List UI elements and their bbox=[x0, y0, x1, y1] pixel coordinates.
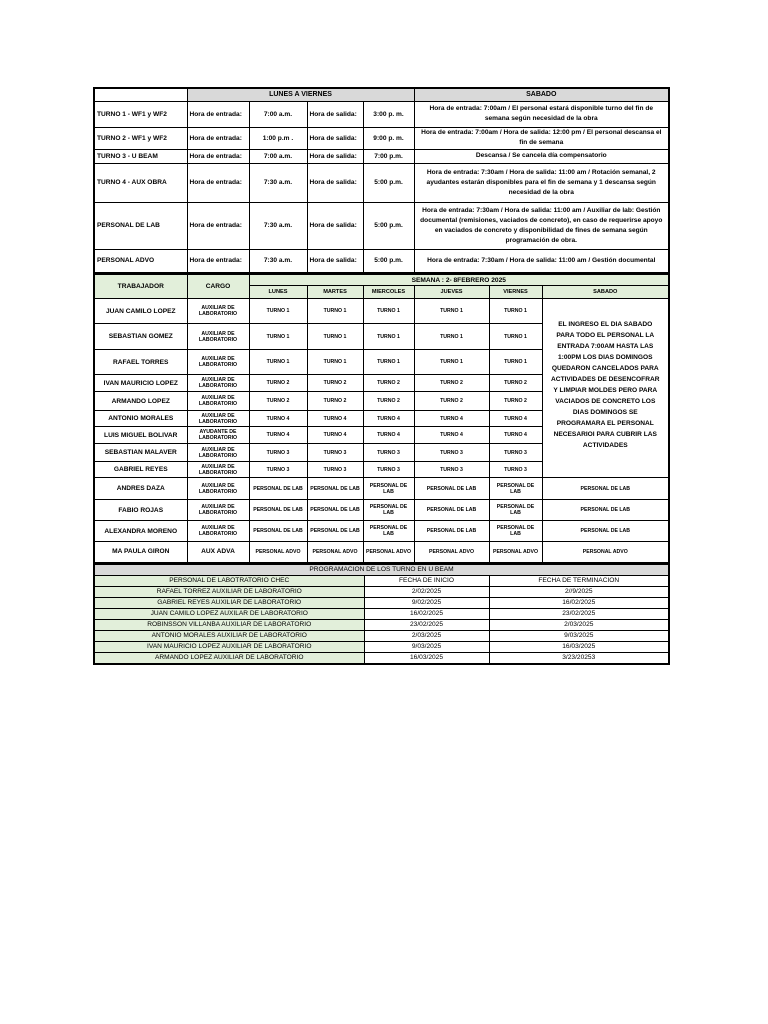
programming-end-date: 2//9/2025 bbox=[489, 586, 669, 597]
programming-end-date: 16/03/2025 bbox=[489, 641, 669, 652]
shift-assignment: PERSONAL DE LAB bbox=[307, 478, 363, 500]
shift-assignment: TURNO 4 bbox=[249, 427, 307, 444]
programming-row bbox=[94, 652, 669, 664]
shift-assignment: TURNO 1 bbox=[363, 350, 414, 375]
day-header-viernes: VIERNES bbox=[489, 286, 542, 299]
shift-row bbox=[94, 101, 669, 127]
programming-personal: RAFAEL TORREZ AUXILIAR DE LABORATORIO bbox=[94, 586, 364, 597]
saturday-schedule: Hora de entrada: 7:00am / Hora de salida: 12:00 pm / El personal descansa el fin de semana bbox=[414, 127, 669, 149]
shift-assignment: TURNO 2 bbox=[249, 392, 307, 411]
entry-label: Hora de entrada: bbox=[187, 249, 249, 273]
exit-time: 7:00 p.m. bbox=[363, 149, 414, 163]
worker-cargo: AUXILIAR DE LABORATORIO bbox=[187, 375, 249, 392]
entry-label: Hora de entrada: bbox=[187, 149, 249, 163]
weekly-assignment-table bbox=[93, 274, 670, 564]
day-header-lunes: LUNES bbox=[249, 286, 307, 299]
shift-assignment: TURNO 2 bbox=[414, 375, 489, 392]
programming-row bbox=[94, 630, 669, 641]
shift-assignment: PERSONAL DE LAB bbox=[307, 500, 363, 521]
shift-assignment: TURNO 1 bbox=[489, 324, 542, 350]
worker-cargo: AUXILIAR DE LABORATORIO bbox=[187, 411, 249, 427]
programming-end-date: 23/02/2025 bbox=[489, 608, 669, 619]
saturday-schedule: Hora de entrada: 7:30am / Hora de salida: 11:00 am / Auxiliar de lab: Gestión documental (remisiones, vaciados de concreto), en caso de requerirse apoyo en vaciados de concreto y disponibilidad de fines de semana según programación de obra. bbox=[414, 202, 669, 249]
exit-time: 3:00 p. m. bbox=[363, 101, 414, 127]
shift-assignment: TURNO 3 bbox=[489, 462, 542, 478]
entry-time: 1:00 p.m . bbox=[249, 127, 307, 149]
programming-end-date: 3/23/20253 bbox=[489, 652, 669, 664]
worker-row bbox=[94, 299, 669, 324]
shift-name: PERSONAL ADVO bbox=[94, 249, 187, 273]
shift-assignment: TURNO 1 bbox=[489, 350, 542, 375]
entry-time: 7:30 a.m. bbox=[249, 249, 307, 273]
worker-cargo: AUXILIAR DE LABORATORIO bbox=[187, 500, 249, 521]
shift-assignment: TURNO 4 bbox=[414, 427, 489, 444]
worker-name: SEBASTIAN MALAVER bbox=[94, 444, 187, 462]
day-header-martes: MARTES bbox=[307, 286, 363, 299]
programming-row bbox=[94, 641, 669, 652]
shift-assignment: TURNO 2 bbox=[363, 392, 414, 411]
shift-hours-table bbox=[93, 87, 670, 274]
programming-end-date: 9/03/2025 bbox=[489, 630, 669, 641]
worker-cargo: AUXILIAR DE LABORATORIO bbox=[187, 478, 249, 500]
shift-assignment: PERSONAL ADVO bbox=[542, 542, 669, 563]
worker-name: IVAN MAURICIO LOPEZ bbox=[94, 375, 187, 392]
shift-assignment: PERSONAL DE LAB bbox=[489, 521, 542, 542]
header-fecha-terminacion: FECHA DE TERMINACION bbox=[489, 575, 669, 586]
shift-assignment: TURNO 3 bbox=[414, 462, 489, 478]
shift-assignment: PERSONAL DE LAB bbox=[249, 478, 307, 500]
shift-assignment: PERSONAL DE LAB bbox=[307, 521, 363, 542]
shift-assignment: TURNO 1 bbox=[414, 299, 489, 324]
worker-cargo: AUXILIAR DE LABORATORIO bbox=[187, 299, 249, 324]
saturday-note: EL INGRESO EL DIA SABADO PARA TODO EL PERSONAL LA ENTRADA 7:00AM HASTA LAS 1:00PM LOS DIAS DOMINGOS QUEDARON CANCELADOS PARA ACTIVIDADES DE DESENCOFRAR Y LIMPIAR MOLDES PERO PARA VACIADOS DE CONCRETO LOS DIAS DOMINGOS SE PROGRAMARA EL PERSONAL NECESARIOI PARA CUBRIR LAS ACTIVIDADES bbox=[542, 299, 669, 478]
exit-label: Hora de salida: bbox=[307, 249, 363, 273]
programming-start-date: 16/02/2025 bbox=[364, 608, 489, 619]
shift-assignment: TURNO 3 bbox=[363, 462, 414, 478]
worker-cargo: AUXILIAR DE LABORATORIO bbox=[187, 444, 249, 462]
worker-cargo: AUXILIAR DE LABORATORIO bbox=[187, 462, 249, 478]
programming-row bbox=[94, 608, 669, 619]
worker-name: JUAN CAMILO LOPEZ bbox=[94, 299, 187, 324]
saturday-schedule: Descansa / Se cancela día compensatorio bbox=[414, 149, 669, 163]
saturday-schedule: Hora de entrada: 7:30am / Hora de salida: 11:00 am / Rotación semanal, 2 ayudantes estarán disponibles para el fin de semana y 1 descansa según necesidad de la obra bbox=[414, 163, 669, 202]
programming-title: PROGRAMACION DE LOS TURNO EN U BEAM bbox=[94, 564, 669, 575]
shift-assignment: TURNO 3 bbox=[307, 462, 363, 478]
programming-start-date: 2/03/2025 bbox=[364, 630, 489, 641]
shift-name: TURNO 2 - WF1 y WF2 bbox=[94, 127, 187, 149]
shift-assignment: TURNO 3 bbox=[414, 444, 489, 462]
shift-assignment: TURNO 1 bbox=[489, 299, 542, 324]
exit-label: Hora de salida: bbox=[307, 202, 363, 249]
exit-label: Hora de salida: bbox=[307, 101, 363, 127]
worker-cargo: AUXILIAR DE LABORATORIO bbox=[187, 392, 249, 411]
entry-label: Hora de entrada: bbox=[187, 127, 249, 149]
shift-assignment: TURNO 4 bbox=[489, 427, 542, 444]
programming-end-date: 2/03/2025 bbox=[489, 619, 669, 630]
shift-assignment: TURNO 2 bbox=[307, 392, 363, 411]
entry-time: 7:30 a.m. bbox=[249, 163, 307, 202]
programming-row bbox=[94, 586, 669, 597]
exit-label: Hora de salida: bbox=[307, 163, 363, 202]
worker-cargo: AUX ADVA bbox=[187, 542, 249, 563]
shift-assignment: TURNO 2 bbox=[249, 375, 307, 392]
programming-personal: ANTONIO MORALES AUXILIAR DE LABORATORIO bbox=[94, 630, 364, 641]
worker-name: ALEXANDRA MORENO bbox=[94, 521, 187, 542]
lab-staff-row bbox=[94, 542, 669, 563]
lab-staff-row bbox=[94, 500, 669, 521]
shift-row bbox=[94, 127, 669, 149]
shift-assignment: PERSONAL DE LAB bbox=[363, 500, 414, 521]
shift-assignment: PERSONAL DE LAB bbox=[414, 521, 489, 542]
shift-assignment: PERSONAL DE LAB bbox=[414, 500, 489, 521]
entry-time: 7:00 a.m. bbox=[249, 149, 307, 163]
shift-name: TURNO 3 - U BEAM bbox=[94, 149, 187, 163]
programming-personal: IVAN MAURICIO LOPEZ AUXILIAR DE LABORATORIO bbox=[94, 641, 364, 652]
shift-assignment: PERSONAL ADVO bbox=[249, 542, 307, 563]
programming-start-date: 16/03/2025 bbox=[364, 652, 489, 664]
worker-name: ARMANDO LOPEZ bbox=[94, 392, 187, 411]
worker-name: SEBASTIAN GOMEZ bbox=[94, 324, 187, 350]
shift-assignment: TURNO 4 bbox=[307, 427, 363, 444]
day-header-sabado: SABADO bbox=[542, 286, 669, 299]
shift-assignment: TURNO 3 bbox=[489, 444, 542, 462]
shift-assignment: TURNO 1 bbox=[307, 299, 363, 324]
worker-cargo: AYUDANTE DE LABORATORIO bbox=[187, 427, 249, 444]
shift-assignment: TURNO 1 bbox=[363, 324, 414, 350]
day-header-jueves: JUEVES bbox=[414, 286, 489, 299]
shift-name: TURNO 4 - AUX OBRA bbox=[94, 163, 187, 202]
shift-assignment: TURNO 1 bbox=[307, 350, 363, 375]
shift-assignment: TURNO 1 bbox=[249, 350, 307, 375]
shift-assignment: PERSONAL DE LAB bbox=[363, 521, 414, 542]
shift-assignment: PERSONAL ADVO bbox=[414, 542, 489, 563]
worker-cargo: AUXILIAR DE LABORATORIO bbox=[187, 521, 249, 542]
shift-assignment: TURNO 3 bbox=[249, 444, 307, 462]
programming-start-date: 23/02/2025 bbox=[364, 619, 489, 630]
programming-row bbox=[94, 597, 669, 608]
shift-assignment: TURNO 3 bbox=[249, 462, 307, 478]
worker-name: ANTONIO MORALES bbox=[94, 411, 187, 427]
exit-time: 5:00 p.m. bbox=[363, 249, 414, 273]
shift-assignment: TURNO 1 bbox=[249, 299, 307, 324]
shift-assignment: PERSONAL DE LAB bbox=[542, 500, 669, 521]
header-personal: PERSONAL DE LABOTRATORIO CHEC bbox=[94, 575, 364, 586]
programming-personal: GABRIEL REYES AUXILIAR DE LABORATORIO bbox=[94, 597, 364, 608]
header-fecha-inicio: FECHA DE INICIO bbox=[364, 575, 489, 586]
lab-staff-row bbox=[94, 478, 669, 500]
shift-assignment: TURNO 2 bbox=[307, 375, 363, 392]
header-lunes-viernes: LUNES A VIERNES bbox=[187, 88, 414, 101]
programming-start-date: 9/02/2025 bbox=[364, 597, 489, 608]
programming-start-date: 9/03/2025 bbox=[364, 641, 489, 652]
programming-personal: ROBINSSON VILLANBA AUXILIAR DE LABORATORIO bbox=[94, 619, 364, 630]
shift-assignment: PERSONAL DE LAB bbox=[489, 478, 542, 500]
exit-label: Hora de salida: bbox=[307, 149, 363, 163]
shift-assignment: TURNO 1 bbox=[307, 324, 363, 350]
saturday-schedule: Hora de entrada: 7:30am / Hora de salida: 11:00 am / Gestión documental bbox=[414, 249, 669, 273]
shift-assignment: TURNO 4 bbox=[307, 411, 363, 427]
shift-assignment: PERSONAL DE LAB bbox=[249, 521, 307, 542]
shift-assignment: TURNO 2 bbox=[414, 392, 489, 411]
entry-time: 7:00 a.m. bbox=[249, 101, 307, 127]
shift-assignment: TURNO 4 bbox=[489, 411, 542, 427]
worker-name: ANDRES DAZA bbox=[94, 478, 187, 500]
programming-row bbox=[94, 619, 669, 630]
worker-cargo: AUXILIAR DE LABORATORIO bbox=[187, 350, 249, 375]
ubeam-programming-table bbox=[93, 564, 670, 665]
programming-end-date: 16/02/2025 bbox=[489, 597, 669, 608]
worker-name: GABRIEL REYES bbox=[94, 462, 187, 478]
exit-label: Hora de salida: bbox=[307, 127, 363, 149]
worker-name: MA PAULA GIRON bbox=[94, 542, 187, 563]
shift-assignment: TURNO 1 bbox=[363, 299, 414, 324]
shift-assignment: PERSONAL ADVO bbox=[363, 542, 414, 563]
shift-name: TURNO 1 - WF1 y WF2 bbox=[94, 101, 187, 127]
shift-assignment: TURNO 3 bbox=[363, 444, 414, 462]
programming-start-date: 2/02/2025 bbox=[364, 586, 489, 597]
shift-assignment: TURNO 4 bbox=[414, 411, 489, 427]
entry-label: Hora de entrada: bbox=[187, 202, 249, 249]
shift-assignment: PERSONAL DE LAB bbox=[542, 521, 669, 542]
shift-assignment: PERSONAL ADVO bbox=[307, 542, 363, 563]
exit-time: 5:00 p.m. bbox=[363, 202, 414, 249]
exit-time: 9:00 p. m. bbox=[363, 127, 414, 149]
lab-staff-row bbox=[94, 521, 669, 542]
shift-assignment: PERSONAL DE LAB bbox=[414, 478, 489, 500]
shift-row bbox=[94, 202, 669, 249]
shift-row bbox=[94, 163, 669, 202]
shift-assignment: TURNO 4 bbox=[363, 427, 414, 444]
shift-assignment: TURNO 2 bbox=[489, 375, 542, 392]
worker-cargo: AUXILIAR DE LABORATORIO bbox=[187, 324, 249, 350]
shift-assignment: TURNO 1 bbox=[249, 324, 307, 350]
shift-assignment: TURNO 3 bbox=[307, 444, 363, 462]
shift-assignment: PERSONAL DE LAB bbox=[542, 478, 669, 500]
exit-time: 5:00 p.m. bbox=[363, 163, 414, 202]
shift-assignment: TURNO 1 bbox=[414, 350, 489, 375]
header-sabado: SABADO bbox=[414, 88, 669, 101]
entry-label: Hora de entrada: bbox=[187, 163, 249, 202]
worker-name: RAFAEL TORRES bbox=[94, 350, 187, 375]
shift-assignment: TURNO 4 bbox=[363, 411, 414, 427]
shift-assignment: TURNO 4 bbox=[249, 411, 307, 427]
schedule-sheet bbox=[93, 87, 668, 665]
corner-cell bbox=[94, 88, 187, 101]
shift-row bbox=[94, 149, 669, 163]
worker-name: FABIO ROJAS bbox=[94, 500, 187, 521]
shift-assignment: TURNO 1 bbox=[414, 324, 489, 350]
shift-assignment: PERSONAL DE LAB bbox=[249, 500, 307, 521]
entry-time: 7:30 a.m. bbox=[249, 202, 307, 249]
entry-label: Hora de entrada: bbox=[187, 101, 249, 127]
shift-assignment: TURNO 2 bbox=[363, 375, 414, 392]
header-cargo: CARGO bbox=[187, 275, 249, 299]
day-header-miercoles: MIERCOLES bbox=[363, 286, 414, 299]
week-title: SEMANA : 2- 8FEBRERO 2025 bbox=[249, 275, 669, 286]
worker-name: LUIS MIGUEL BOLIVAR bbox=[94, 427, 187, 444]
shift-assignment: PERSONAL DE LAB bbox=[363, 478, 414, 500]
programming-personal: ARMANDO LOPEZ AUXILIAR DE LABORATORIO bbox=[94, 652, 364, 664]
shift-row bbox=[94, 249, 669, 273]
header-trabajador: TRABAJADOR bbox=[94, 275, 187, 299]
shift-name: PERSONAL DE LAB bbox=[94, 202, 187, 249]
saturday-schedule: Hora de entrada: 7:00am / El personal estará disponible turno del fin de semana según necesidad de la obra bbox=[414, 101, 669, 127]
shift-assignment: PERSONAL DE LAB bbox=[489, 500, 542, 521]
shift-assignment: TURNO 2 bbox=[489, 392, 542, 411]
programming-personal: JUAN CAMILO LOPEZ AUXILAR DE LABORATORIO bbox=[94, 608, 364, 619]
shift-assignment: PERSONAL ADVO bbox=[489, 542, 542, 563]
